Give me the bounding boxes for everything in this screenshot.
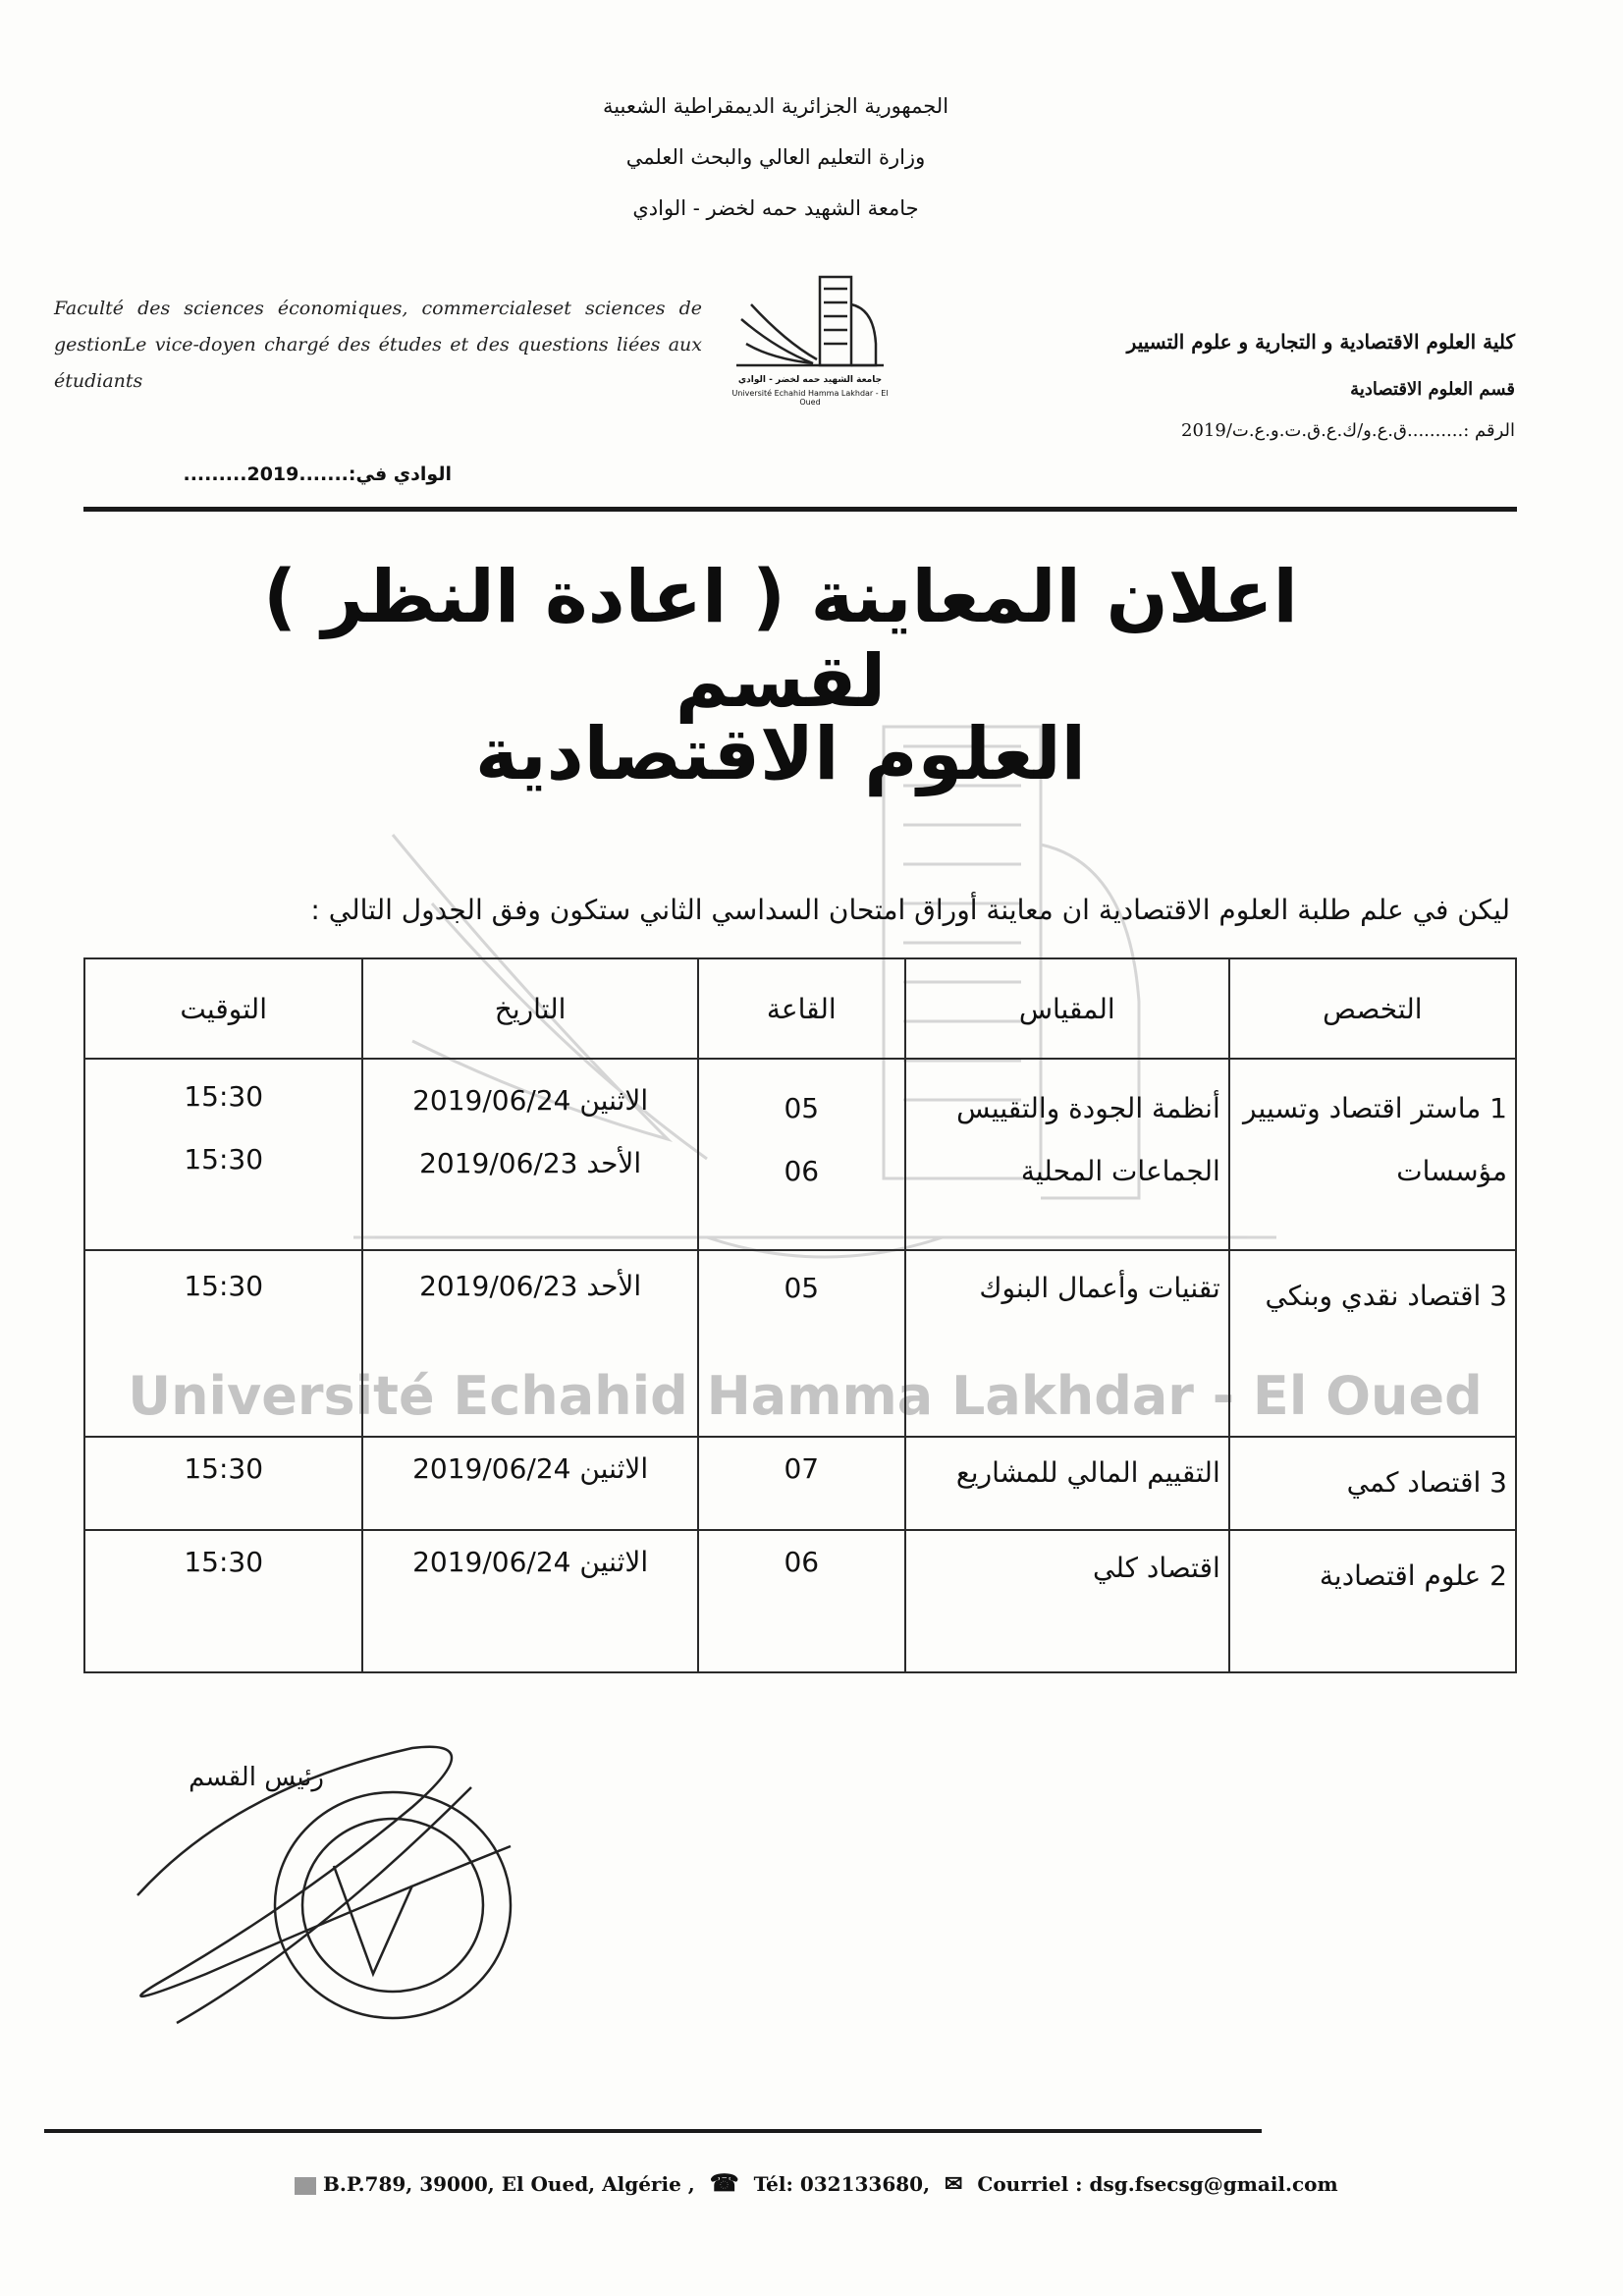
date-cell [362, 1059, 697, 1250]
ministry-name: وزارة التعليم العالي والبحث العلمي [625, 145, 926, 169]
table-row [84, 1530, 1516, 1672]
footer [295, 2168, 1375, 2197]
watermark-text: Université Echahid Hamma Lakhdar - El Oued [128, 1365, 1483, 1427]
email-icon: ✉ [945, 2171, 963, 2197]
header-time: التوقيت [84, 958, 362, 1059]
time-cell [84, 1250, 362, 1437]
footer-rule [44, 2129, 1262, 2133]
signature-stamp-icon [118, 1728, 550, 2082]
faculty-french: Faculté des sciences économiques, commercialeset sciences de gestionLe vice-doyen chargé des études et des questions liées aux étudiants [54, 298, 702, 392]
room-cell [698, 1437, 905, 1530]
schedule-table [83, 957, 1517, 1673]
faculty-arabic: كلية العلوم الاقتصادية و التجارية و علوم التسيير [1126, 330, 1515, 354]
time-text: 15:30 [184, 1143, 264, 1175]
module-text: التقييم المالي للمشاريع [955, 1456, 1220, 1489]
date-text: الاثنين 2019/06/24 [412, 1546, 649, 1578]
intro-text: ليكن في علم طلبة العلوم الاقتصادية ان معاينة أوراق امتحان السداسي الثاني ستكون وفق الجدول التالي : [310, 894, 1510, 926]
time-text: 15:30 [184, 1080, 264, 1113]
module-text: أنظمة الجودة والتقييس [956, 1092, 1220, 1124]
table-row [84, 1437, 1516, 1530]
header-date: التاريخ [362, 958, 697, 1059]
specialty-text: 2 علوم اقتصادية [1319, 1559, 1507, 1592]
specialty-cell [1229, 1059, 1516, 1250]
module-text: تقنيات وأعمال البنوك [979, 1272, 1220, 1304]
date-cell [362, 1437, 697, 1530]
footer-email: Courriel : dsg.fsecsg@gmail.com [977, 2172, 1338, 2196]
specialty-cell [1229, 1530, 1516, 1672]
header-module: المقياس [905, 958, 1229, 1059]
specialty-text: مؤسسات [1396, 1155, 1507, 1187]
room-text: 06 [784, 1155, 820, 1187]
date-cell [362, 1250, 697, 1437]
header-room: القاعة [698, 958, 905, 1059]
footer-tel: Tél: 032133680, [753, 2172, 931, 2196]
footer-address: B.P.789, 39000, El Oued, Algérie , [322, 2172, 695, 2196]
module-cell [905, 1059, 1229, 1250]
specialty-text: 3 اقتصاد كمي [1346, 1466, 1507, 1499]
time-text: 15:30 [184, 1270, 264, 1302]
date-line: الوادي في:.......2019......... [183, 464, 452, 485]
phone-icon: ☎ [709, 2168, 739, 2197]
module-cell [905, 1250, 1229, 1437]
reference-number: الرقم :..........ق.ع.و/ك.ع.ق.ت.و.ع.ت/2019 [1181, 420, 1515, 441]
department-head-label: رئيس القسم [189, 1763, 324, 1792]
date-text: الاثنين 2019/06/24 [412, 1452, 649, 1485]
module-text: اقتصاد كلي [1093, 1552, 1220, 1584]
announcement-title-line1: اعلان المعاينة ( اعادة النظر ) لقسم [263, 555, 1298, 724]
room-cell [698, 1250, 905, 1437]
room-text: 05 [784, 1272, 820, 1304]
room-cell [698, 1059, 905, 1250]
date-text: الأحد 2019/06/23 [419, 1147, 642, 1179]
specialty-text: 3 اقتصاد نقدي وبنكي [1265, 1280, 1507, 1312]
date-cell [362, 1530, 697, 1672]
table-header-row [84, 958, 1516, 1059]
date-text: الأحد 2019/06/23 [419, 1270, 642, 1302]
header-rule [83, 507, 1517, 512]
module-cell [905, 1530, 1229, 1672]
logo-caption-fr: Université Echahid Hamma Lakhdar - El Oued [731, 389, 889, 407]
republic-name: الجمهورية الجزائرية الديمقراطية الشعبية [602, 94, 949, 118]
time-cell [84, 1059, 362, 1250]
table-row [84, 1059, 1516, 1250]
specialty-cell [1229, 1437, 1516, 1530]
time-text: 15:30 [184, 1546, 264, 1578]
table-row [84, 1250, 1516, 1437]
room-cell [698, 1530, 905, 1672]
room-text: 06 [784, 1546, 820, 1578]
time-text: 15:30 [184, 1452, 264, 1485]
specialty-text: 1 ماستر اقتصاد وتسيير [1243, 1092, 1507, 1124]
date-text: الاثنين 2019/06/24 [412, 1084, 649, 1117]
logo-caption-ar: جامعة الشهيد حمه لخضر - الوادي [737, 375, 883, 385]
time-cell [84, 1437, 362, 1530]
room-text: 07 [784, 1452, 820, 1485]
module-text: الجماعات المحلية [1020, 1155, 1220, 1187]
university-name: جامعة الشهيد حمه لخضر - الوادي [632, 196, 919, 220]
time-cell [84, 1530, 362, 1672]
mailbox-icon [295, 2177, 316, 2195]
department-arabic: قسم العلوم الاقتصادية [1350, 379, 1515, 400]
header-specialty: التخصص [1229, 958, 1516, 1059]
university-logo-icon [727, 265, 893, 412]
module-cell [905, 1437, 1229, 1530]
announcement-title-line2: العلوم الاقتصادية [475, 712, 1086, 796]
room-text: 05 [784, 1092, 820, 1124]
specialty-cell [1229, 1250, 1516, 1437]
